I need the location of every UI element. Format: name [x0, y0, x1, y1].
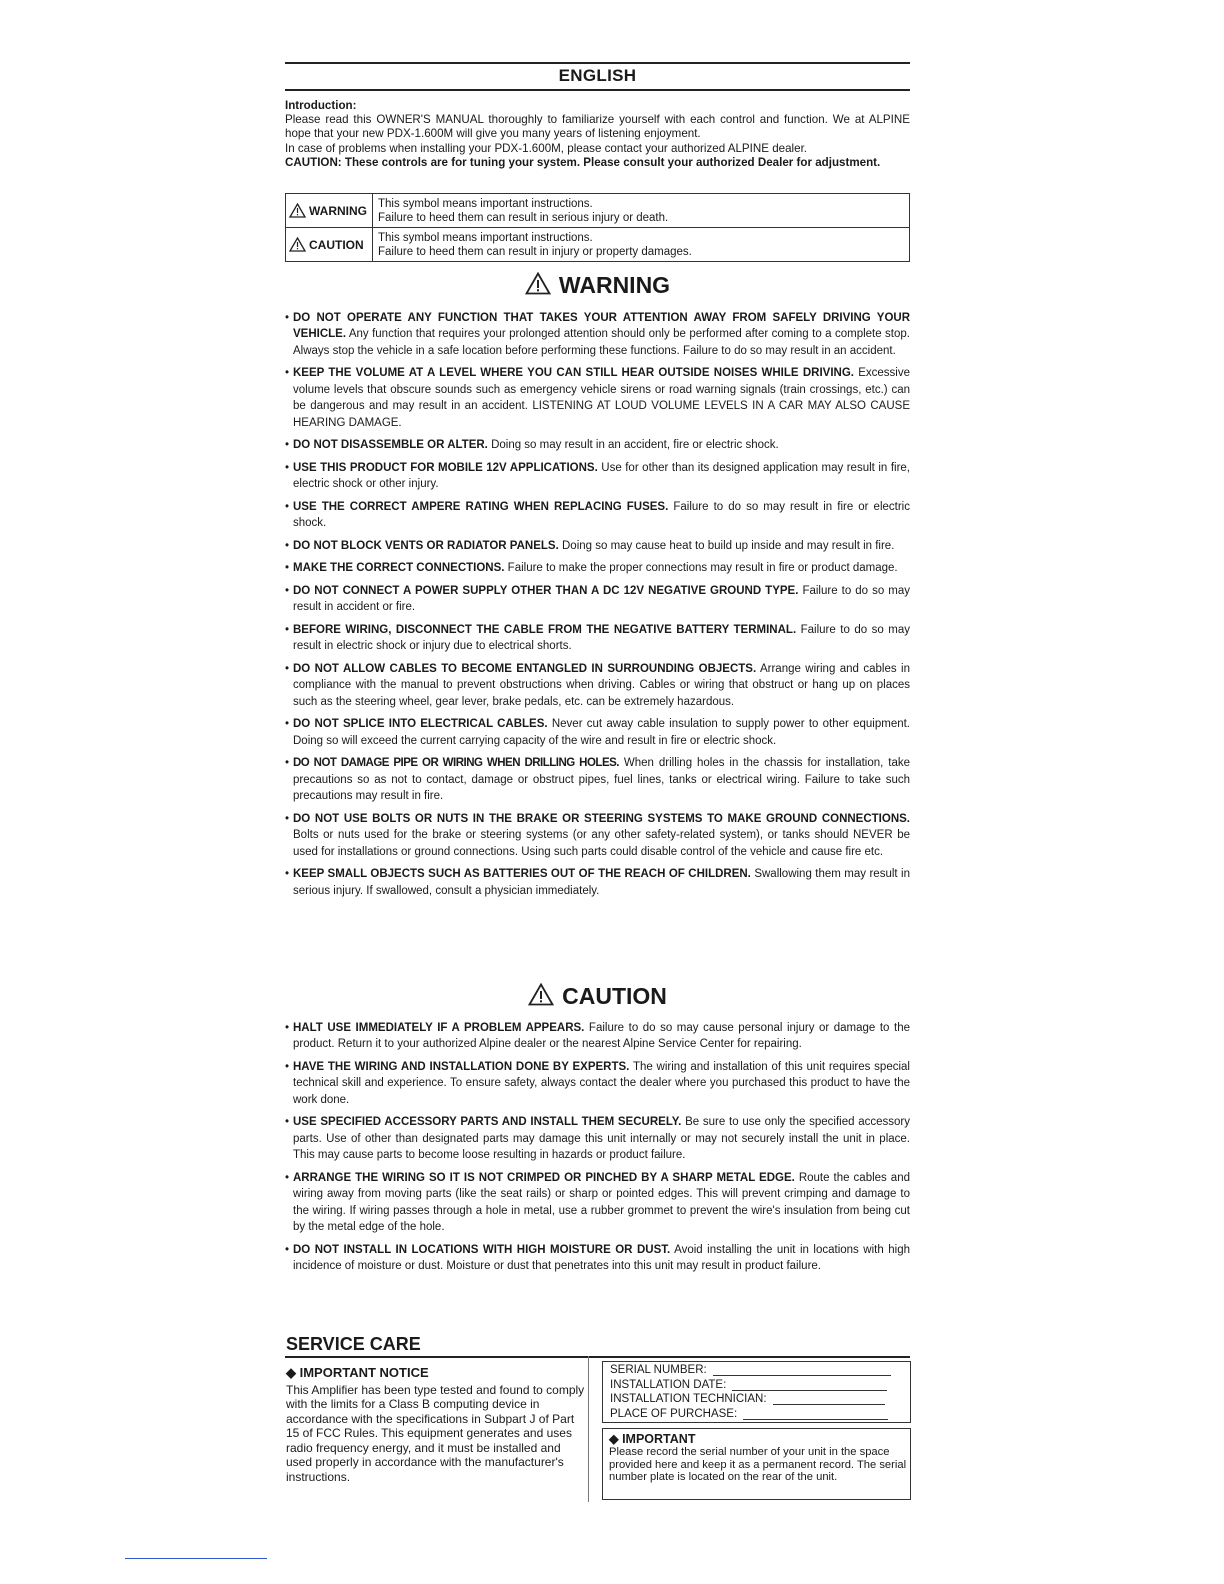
caution-triangle-icon	[528, 983, 554, 1006]
warning-item: • USE THE CORRECT AMPERE RATING WHEN REPLACING FUSES. Failure to do so may result in fire or electric shock.	[285, 499, 910, 532]
intro-paragraph-2: In case of problems when installing your PDX-1.600M, please contact your authorized ALPINE dealer.	[285, 141, 808, 155]
caution-item: • HAVE THE WIRING AND INSTALLATION DONE BY EXPERTS. The wiring and installation of this unit requires special technical skill and experience. To ensure safety, always contact the dealer where you purchased this product to have the work done.	[285, 1059, 910, 1108]
language-title: ENGLISH	[558, 66, 637, 85]
warning-item: • DO NOT OPERATE ANY FUNCTION THAT TAKES YOUR ATTENTION AWAY FROM SAFELY DRIVING YOUR VEHICLE. Any function that requires your prolonged attention should only be performed after coming to a complete stop. Always stop the vehicle in a safe location before performing these functions. Failure to do so may result in an accident.	[285, 310, 910, 359]
symbol-desc-line1: This symbol means important instructions.	[378, 197, 593, 210]
important-notice-title: ◆ IMPORTANT NOTICE	[286, 1365, 429, 1380]
warning-list	[285, 310, 910, 905]
installation-technician-field: INSTALLATION TECHNICIAN:	[610, 1393, 885, 1405]
warning-heading	[285, 272, 910, 299]
place-of-purchase-field: PLACE OF PURCHASE:	[610, 1408, 888, 1420]
important-box	[602, 1428, 911, 1500]
intro-caution: CAUTION: These controls are for tuning your system. Please consult your authorized Dealer for adjustment.	[285, 155, 881, 169]
service-care-title: SERVICE CARE	[286, 1334, 421, 1354]
caution-item: • DO NOT INSTALL IN LOCATIONS WITH HIGH MOISTURE OR DUST. Avoid installing the unit in locations with high incidence of moisture or dust. Moisture or dust that penetrates into this unit may result in product failure.	[285, 1242, 910, 1275]
warning-triangle-icon	[525, 272, 551, 295]
important-text: Please record the serial number of your unit in the space provided here and keep it as a permanent record. The serial number plate is located on the rear of the unit.	[609, 1446, 907, 1484]
warning-item: • DO NOT BLOCK VENTS OR RADIATOR PANELS. Doing so may cause heat to build up inside and may result in fire.	[285, 538, 910, 554]
record-fields-box	[602, 1361, 911, 1423]
caution-item: • ARRANGE THE WIRING SO IT IS NOT CRIMPED OR PINCHED BY A SHARP METAL EDGE. Route the cables and wiring away from moving parts (like the seat rails) or sharp or pointed edges. This will prevent crimping and damage to the wiring. If wiring passes through a hole in metal, use a rubber grommet to prevent the wire's insulation from being cut by the metal edge of the hole.	[285, 1170, 910, 1236]
warning-item: • DO NOT ALLOW CABLES TO BECOME ENTANGLED IN SURROUNDING OBJECTS. Arrange wiring and cables in compliance with the manual to prevent obstructions when driving. Cables or wiring that obstruct or hang up on places such as the steering wheel, gear lever, brake pedals, etc. can be extremely hazardous.	[285, 661, 910, 710]
warning-item: • MAKE THE CORRECT CONNECTIONS. Failure to make the proper connections may result in fire or product damage.	[285, 560, 910, 576]
important-notice	[286, 1366, 586, 1484]
caution-heading	[285, 983, 910, 1010]
symbol-table	[285, 193, 910, 262]
serial-number-field: SERIAL NUMBER:	[610, 1364, 891, 1376]
warning-item: • DO NOT SPLICE INTO ELECTRICAL CABLES. Never cut away cable insulation to supply power to other equipment. Doing so will exceed the current carrying capacity of the wire and result in fire or electric shock.	[285, 716, 910, 749]
warning-item: • USE THIS PRODUCT FOR MOBILE 12V APPLICATIONS. Use for other than its designed application may result in fire, electric shock or other injury.	[285, 460, 910, 493]
caution-triangle-icon	[289, 237, 306, 252]
symbol-key: CAUTION	[309, 238, 364, 252]
top-rule	[285, 62, 910, 64]
fill-in-line	[713, 1375, 891, 1376]
warning-triangle-icon	[289, 203, 306, 218]
warning-heading-text: WARNING	[558, 272, 671, 298]
caution-heading-text: CAUTION	[562, 983, 667, 1009]
fill-in-line	[743, 1419, 888, 1420]
symbol-row-caution	[286, 228, 910, 262]
warning-item: • DO NOT DISASSEMBLE OR ALTER. Doing so may result in an accident, fire or electric shock.	[285, 437, 910, 453]
title-rule	[285, 89, 910, 91]
fill-in-line	[732, 1390, 887, 1391]
symbol-desc-line1: This symbol means important instructions.	[378, 231, 593, 244]
intro-paragraph-1: Please read this OWNER'S MANUAL thoroughly to familiarize yourself with each control and function. We at ALPINE hope that your new PDX-1.600M will give you many years of listening enjoyment.	[285, 113, 910, 141]
fill-in-line	[773, 1404, 885, 1405]
warning-item: • DO NOT DAMAGE PIPE OR WIRING WHEN DRILLING HOLES. When drilling holes in the chassis for installation, take precautions so as not to contact, damage or obstruct pipes, fuel lines, tanks or electrical wiring. Failure to take such precautions may result in fire.	[285, 755, 910, 804]
footnote-line	[125, 1558, 267, 1559]
warning-item: • BEFORE WIRING, DISCONNECT THE CABLE FROM THE NEGATIVE BATTERY TERMINAL. Failure to do so may result in electric shock or injury due to electrical shorts.	[285, 622, 910, 655]
important-title: ◆ IMPORTANT	[609, 1432, 696, 1446]
intro-heading: Introduction:	[285, 99, 357, 112]
symbol-key: WARNING	[309, 204, 367, 218]
warning-item: • DO NOT USE BOLTS OR NUTS IN THE BRAKE OR STEERING SYSTEMS TO MAKE GROUND CONNECTIONS. Bolts or nuts used for the brake or steering systems (or any other safety-related system), or tanks should NEVER be used for installations or ground connections. Using such parts could disable control of the vehicle and cause fire etc.	[285, 811, 910, 860]
warning-item: • KEEP THE VOLUME AT A LEVEL WHERE YOU CAN STILL HEAR OUTSIDE NOISES WHILE DRIVING. Excessive volume levels that obscure sounds such as emergency vehicle sirens or road warning signals (train crossings, etc.) can be dangerous and may result in an accident. LISTENING AT LOUD VOLUME LEVELS IN A CAR MAY ALSO CAUSE HEARING DAMAGE.	[285, 365, 910, 431]
warning-item: • DO NOT CONNECT A POWER SUPPLY OTHER THAN A DC 12V NEGATIVE GROUND TYPE. Failure to do so may result in accident or fire.	[285, 583, 910, 616]
symbol-row-warning	[286, 194, 910, 228]
introduction	[285, 99, 910, 170]
caution-item: • USE SPECIFIED ACCESSORY PARTS AND INSTALL THEM SECURELY. Be sure to use only the specified accessory parts. Use of other than designated parts may damage this unit internally or may not securely install the unit in place. This may cause parts to become loose resulting in hazards or product failure.	[285, 1114, 910, 1163]
caution-item: • HALT USE IMMEDIATELY IF A PROBLEM APPEARS. Failure to do so may cause personal injury or damage to the product. Return it to your authorized Alpine dealer or the nearest Alpine Service Center for repairing.	[285, 1020, 910, 1053]
symbol-desc-line2: Failure to heed them can result in serious injury or death.	[378, 211, 669, 224]
installation-date-field: INSTALLATION DATE:	[610, 1379, 887, 1391]
symbol-desc-line2: Failure to heed them can result in injury or property damages.	[378, 245, 692, 258]
important-notice-text: This Amplifier has been type tested and found to comply with the limits for a Class B computing device in accordance with the specifications in Subpart J of Part 15 of FCC Rules. This equipment generates and uses radio frequency energy, and it must be installed and used properly in accordance with the manufacturer's instructions.	[286, 1382, 585, 1484]
warning-item: • KEEP SMALL OBJECTS SUCH AS BATTERIES OUT OF THE REACH OF CHILDREN. Swallowing them may result in serious injury. If swallowed, consult a physician immediately.	[285, 866, 910, 899]
caution-list	[285, 1020, 910, 1281]
